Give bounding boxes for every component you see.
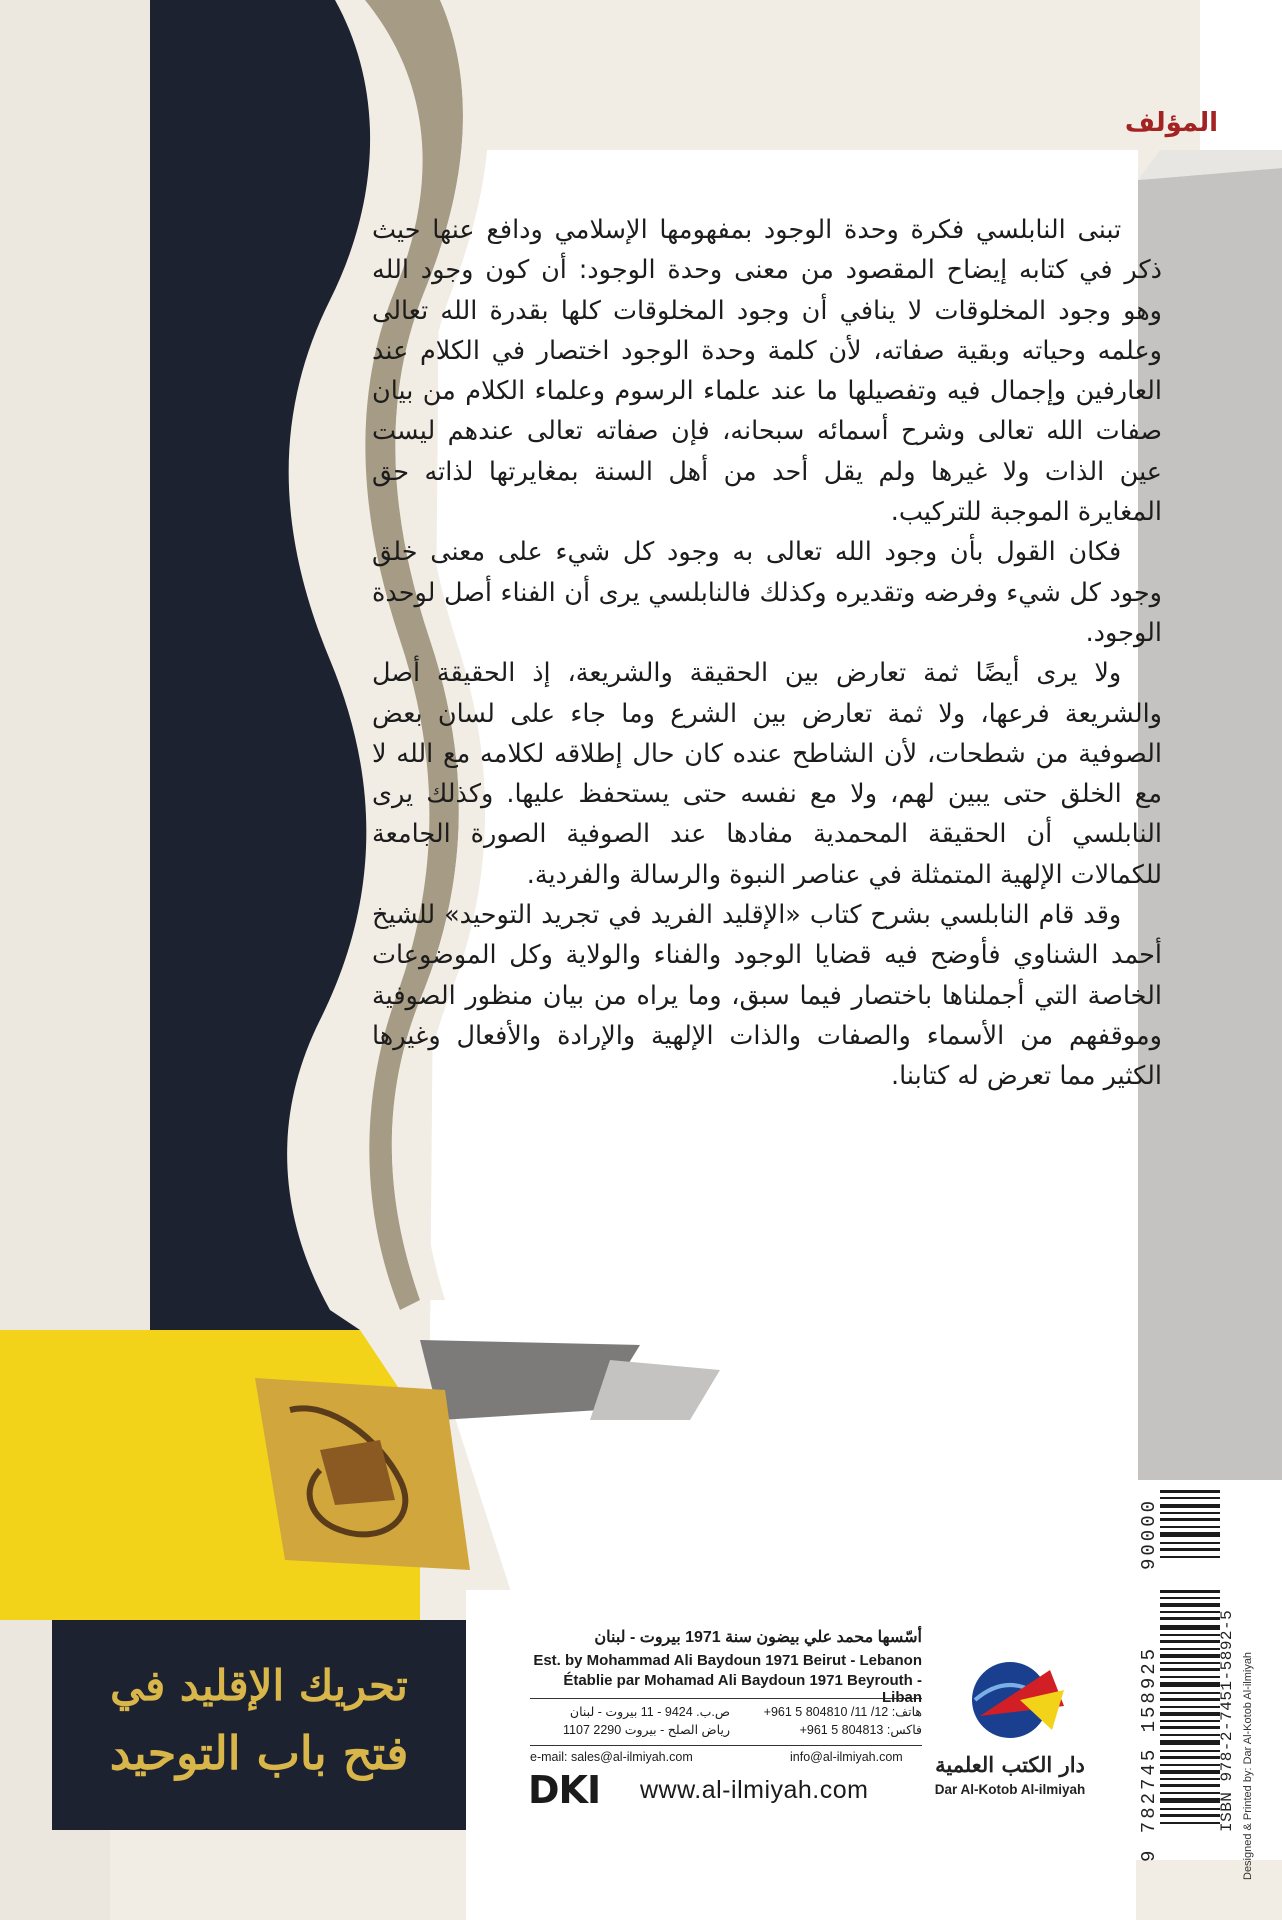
publisher-pobox: ص.ب. 9424 - 11 بيروت - لبنان: [569, 1705, 730, 1719]
barcode-digits-main: 9 782745 158925: [1138, 1645, 1160, 1862]
publisher-phone: هاتف: 12/ 11/ 804810 5 961+: [763, 1705, 922, 1719]
barcode: [1160, 1490, 1220, 1830]
biography-paragraph: ولا يرى أيضًا ثمة تعارض بين الحقيقة والشريعة، إذ الحقيقة أصل والشريعة فرعها، ولا ثمة تعارض بين الشرع وما جاء على لسان بعض الصوفية من شطحات، لأن الشاطح عنده كان حال إطلاقه لكلامه مع الله لا مع الخلق حتى يبين لهم، ولا مع نفسه حتى يستحفظ عليها. وكذلك يرى النابلسي أن الحقيقة المحمدية مفادها عند الصوفية الصورة الجامعة للكمالات الإلهية المتمثلة في عناصر النبوة والرسالة والفردية.: [372, 658, 1162, 890]
printer-credit: Designed & Printed by: Dar Al-Kotob Al-ilmiyah: [1242, 1651, 1254, 1880]
publisher-website[interactable]: www.al-ilmiyah.com: [640, 1776, 869, 1804]
biography-paragraph: فكان القول بأن وجود الله تعالى به وجود كل شيء على معنى خلق وجود كل شيء وفرضه وتقديره وكذلك فالنابلسي يرى أن الفناء أصل لوحدة الوجود.: [372, 537, 1162, 648]
author-biography: [372, 210, 1162, 1097]
book-title: [52, 1620, 466, 1830]
publisher-name-ar: دار الكتب العلمية: [935, 1752, 1085, 1777]
publisher-established-en: Est. by Mohammad Ali Baydoun 1971 Beirut - Lebanon: [533, 1652, 922, 1669]
publisher-fax: فاكس: 804813 5 961+: [799, 1723, 922, 1737]
isbn-number: ISBN 978-2-7451-5892-5: [1218, 1609, 1236, 1832]
publisher-established-ar: أسّسها محمد علي بيضون سنة 1971 بيروت - لبنان: [594, 1629, 922, 1646]
book-title-line-1: تحريك الإقليد في: [110, 1661, 408, 1710]
publisher-name-en: Dar Al-Kotob Al-ilmiyah: [934, 1782, 1086, 1797]
biography-paragraph: تبنى النابلسي فكرة وحدة الوجود بمفهومها الإسلامي ودافع عنها حيث ذكر في كتابه إيضاح المقصود من معنى وحدة الوجود: أن كون وجود الله وهو وجود المخلوقات لا ينافي أن وجود المخلوقات كلها بقدرة الله تعالى وعلمه وحياته وبقية صفاته، لأن كلمة وحدة الوجود اختصار في الكلام عند العارفين وإجمال فيه وتفصيلها ما عند علماء الرسوم وعلماء الكلام من بيان صفات الله تعالى وشرح أسمائه سبحانه، فإن صفاته تعالى عندهم ليست عين الذات ولا غيرها ولم يقل أحد من أهل السنة بمغايرتها لذاته حق المغايرة الموجبة للتركيب.: [372, 215, 1162, 528]
barcode-digits-addon: 90000: [1138, 1497, 1160, 1570]
publisher-established-fr: Établie par Mohamad Ali Baydoun 1971 Beyrouth - Liban: [563, 1672, 922, 1706]
dki-logo: DKI: [528, 1768, 601, 1812]
publisher-riad: رياض الصلح - بيروت 2290 1107: [563, 1723, 730, 1737]
info-email[interactable]: info@al-ilmiyah.com: [790, 1750, 903, 1764]
author-section-label: المؤلف: [1124, 108, 1218, 138]
biography-paragraph: وقد قام النابلسي بشرح كتاب «الإقليد الفريد في تجريد التوحيد» للشيخ أحمد الشناوي فأوضح فيه قضايا الوجود والفناء والولاية وكل الموضوعات الخاصة التي أجملناها باختصار فيما سبق، وما يراه من بيان منظور الصوفية وموقفهم من الأسماء والصفات والذات الإلهية والإرادة والأفعال وغيرها الكثير مما تعرض له كتابنا.: [372, 900, 1162, 1092]
book-title-line-2: فتح باب التوحيد: [109, 1726, 409, 1780]
sales-email[interactable]: e-mail: sales@al-ilmiyah.com: [530, 1750, 693, 1764]
